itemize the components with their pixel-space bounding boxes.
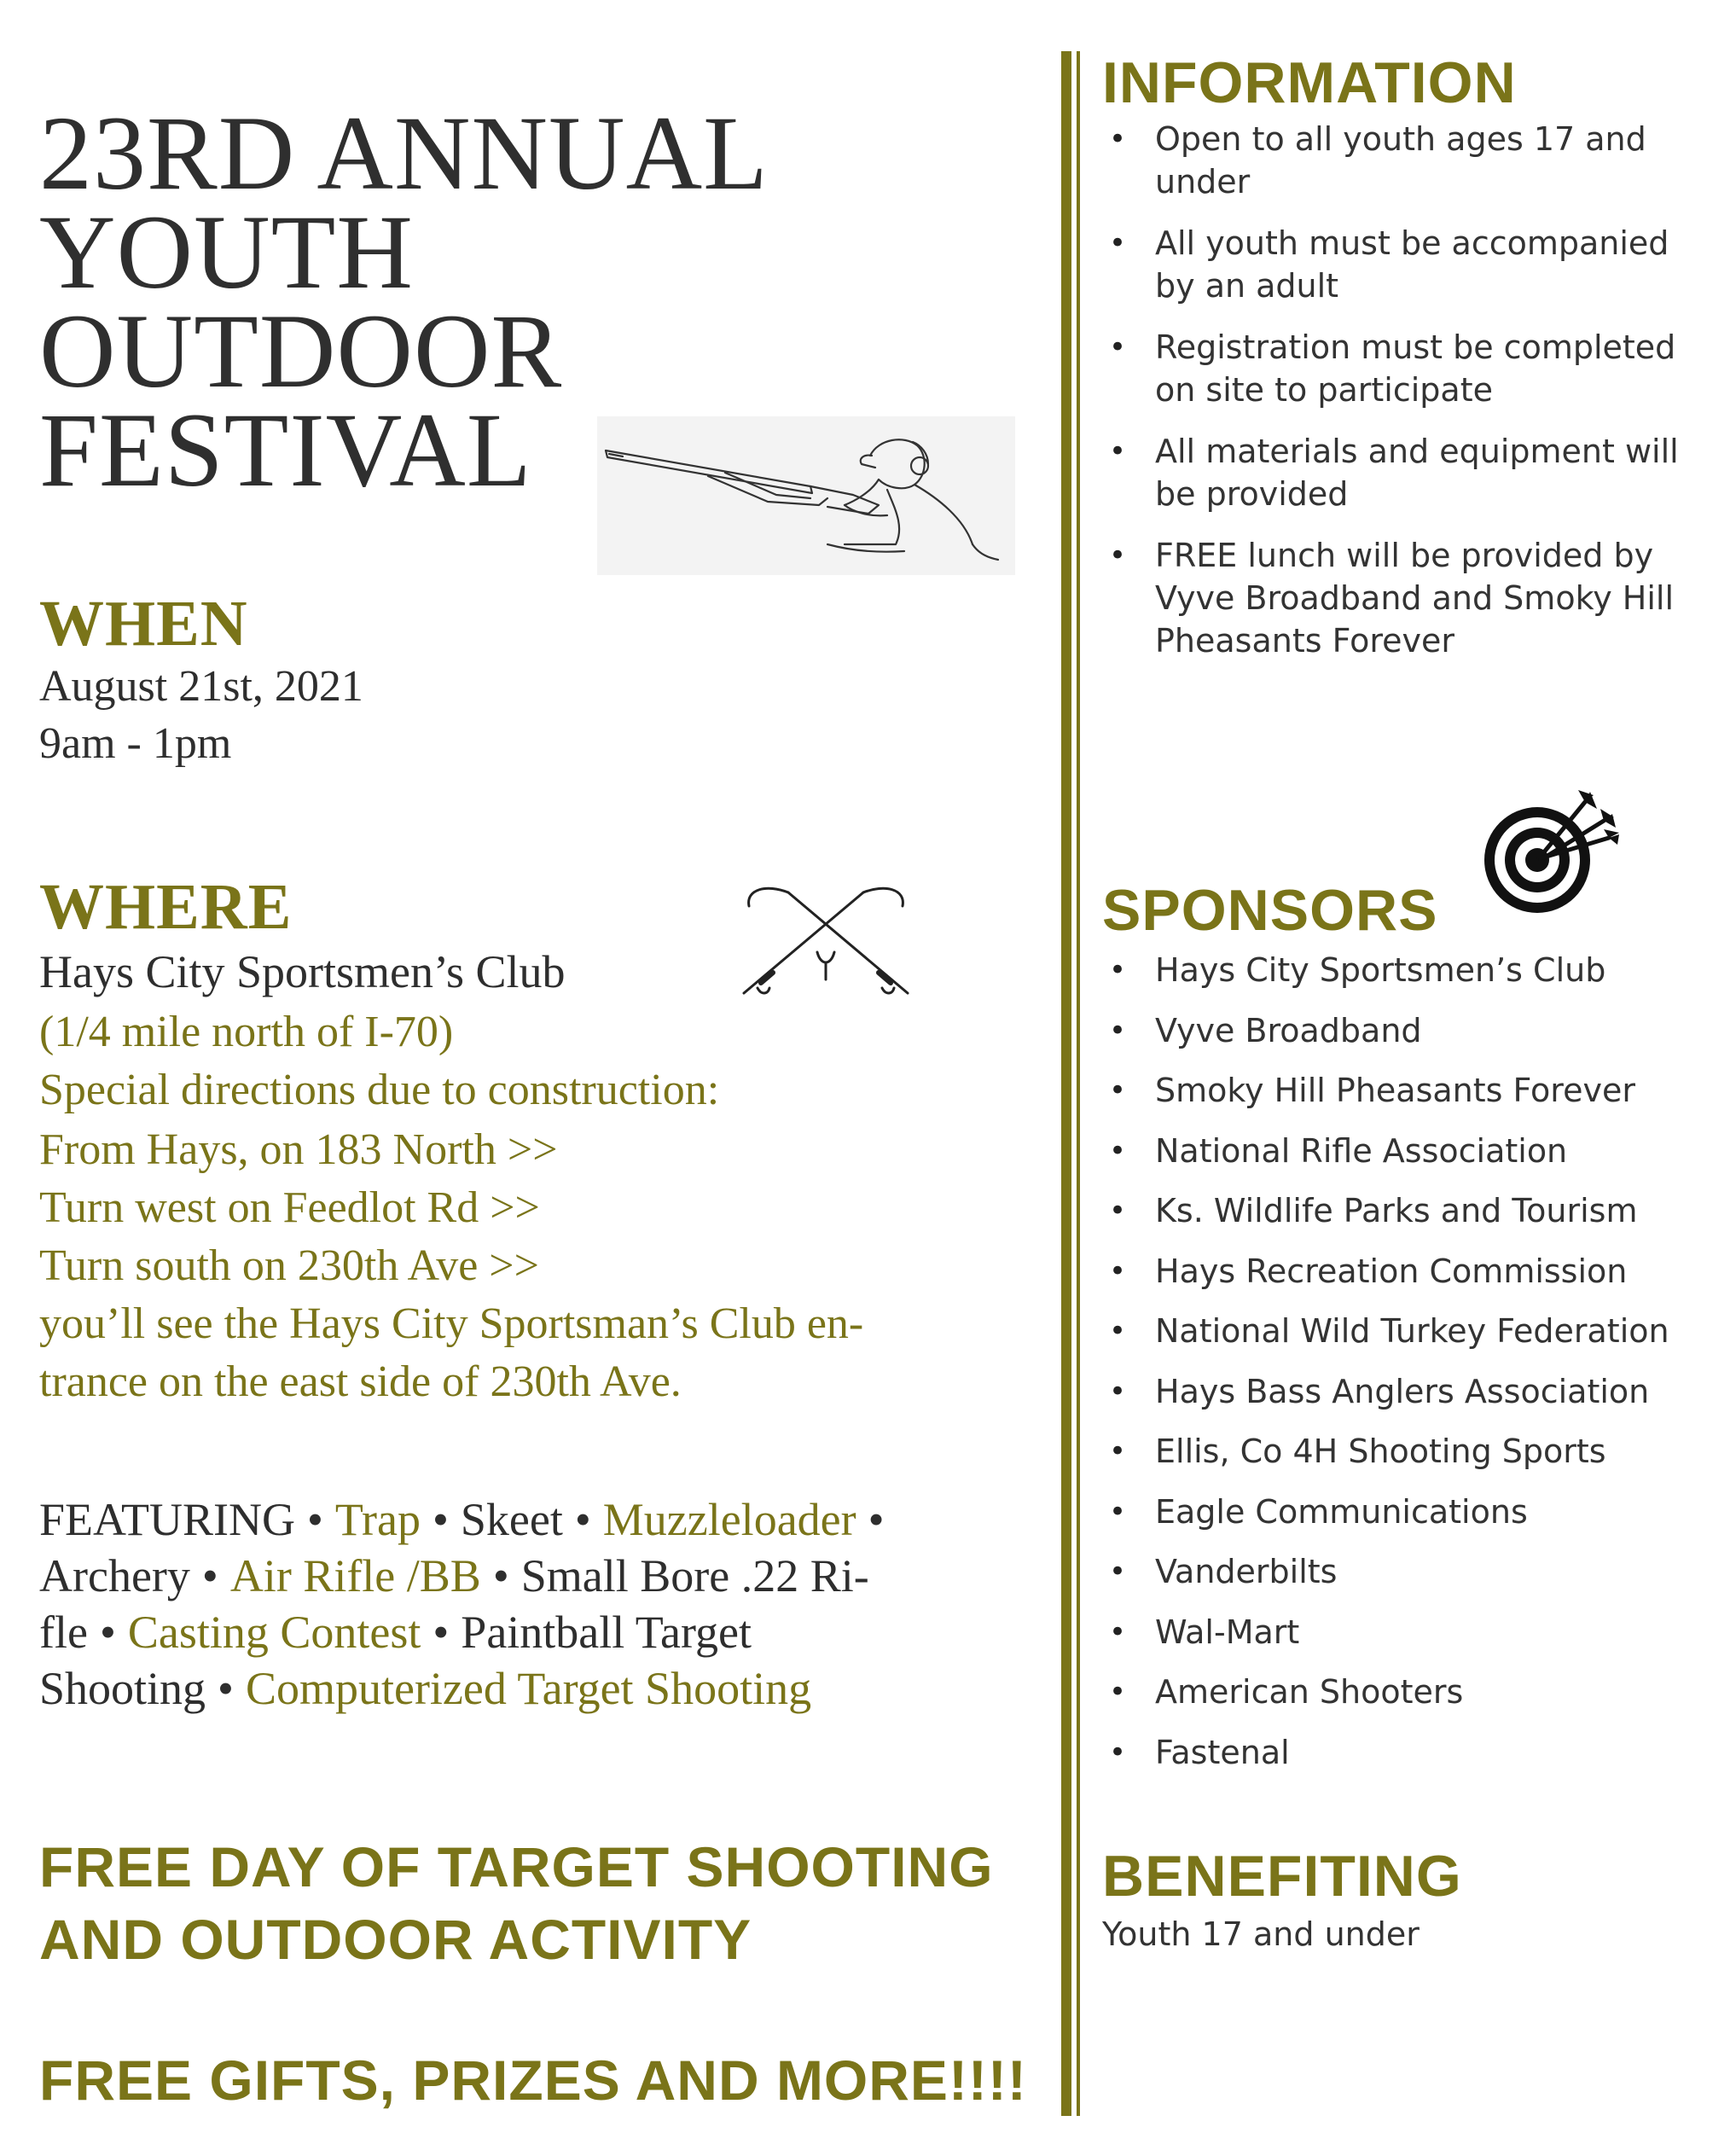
- list-item: [1102, 1430, 1716, 1491]
- sponsor-name: Fastenal: [1155, 1733, 1290, 1771]
- sponsor-name: National Rifle Association: [1155, 1131, 1568, 1170]
- bullet: •: [1109, 1253, 1127, 1288]
- bullet: •: [1109, 1374, 1127, 1409]
- sponsor-name: Eagle Communications: [1155, 1492, 1528, 1531]
- column-divider: [1077, 51, 1080, 2116]
- event-date: August 21st, 2021: [39, 662, 363, 711]
- feature-item: Paintball Target: [461, 1607, 752, 1658]
- title-line: 23RD ANNUAL: [39, 95, 769, 212]
- direction-line: (1/4 mile north of I-70): [39, 1008, 454, 1056]
- sponsors-list: [1102, 949, 1716, 1791]
- bullet: •: [1109, 1073, 1127, 1107]
- list-item: [1102, 1069, 1716, 1130]
- list-item: [1102, 1189, 1716, 1250]
- title-line: YOUTH: [39, 194, 414, 311]
- list-item: [1102, 1009, 1716, 1070]
- bullet: •: [1109, 1133, 1127, 1168]
- information-list: [1102, 118, 1716, 681]
- when-heading: WHEN: [39, 588, 248, 660]
- separator: •: [99, 1607, 116, 1658]
- separator: •: [868, 1494, 885, 1545]
- separator: •: [433, 1607, 450, 1658]
- feature-item: Casting Contest: [127, 1607, 421, 1658]
- sponsors-heading: SPONSORS: [1102, 878, 1438, 943]
- feature-item: fle: [39, 1607, 88, 1658]
- bullet: •: [1109, 330, 1127, 364]
- separator: •: [574, 1494, 591, 1545]
- list-item: [1102, 1491, 1716, 1551]
- benefiting-heading: BENEFITING: [1102, 1844, 1462, 1909]
- list-item-text: All youth must be accompanied by an adult: [1155, 224, 1669, 305]
- direction-line: From Hays, on 183 North >>: [39, 1125, 558, 1174]
- list-item: [1102, 222, 1716, 307]
- promo-line: AND OUTDOOR ACTIVITY: [39, 1908, 752, 1971]
- feature-item: Muzzleloader: [602, 1494, 856, 1545]
- direction-line: trance on the east side of 230th Ave.: [39, 1357, 682, 1406]
- feature-item: Small Bore .22 Ri-: [520, 1550, 869, 1601]
- shooter-illustration: [597, 416, 1015, 575]
- sponsor-name: Hays Recreation Commission: [1155, 1252, 1628, 1290]
- bullet: •: [1109, 1194, 1127, 1228]
- feature-item: Computerized Target Shooting: [245, 1663, 812, 1714]
- title-line: OUTDOOR: [39, 293, 563, 410]
- promo-line: FREE GIFTS, PRIZES AND MORE!!!!: [39, 2049, 1027, 2112]
- column-divider: [1061, 51, 1071, 2116]
- bullet: •: [1109, 226, 1127, 260]
- separator: •: [218, 1663, 234, 1714]
- bullet: •: [1109, 538, 1127, 572]
- sponsor-name: Vyve Broadband: [1155, 1011, 1422, 1049]
- bullet: •: [1109, 1614, 1127, 1649]
- bullet: •: [1109, 1555, 1127, 1589]
- feature-item: Archery: [39, 1550, 190, 1601]
- sponsor-name: Ks. Wildlife Parks and Tourism: [1155, 1192, 1638, 1229]
- benefiting-text: Youth 17 and under: [1102, 1915, 1420, 1953]
- list-item: [1102, 326, 1716, 411]
- venue-name: Hays City Sportsmen’s Club: [39, 946, 566, 997]
- bullet: •: [1109, 1735, 1127, 1770]
- target-with-arrows-icon: [1476, 783, 1621, 920]
- direction-line: Turn south on 230th Ave >>: [39, 1241, 539, 1290]
- sponsor-name: National Wild Turkey Federation: [1155, 1312, 1669, 1350]
- feature-item: Air Rifle /BB: [229, 1550, 481, 1601]
- list-item-text: All materials and equipment will be provided: [1155, 433, 1679, 513]
- bullet: •: [1109, 1434, 1127, 1468]
- bullet: •: [1109, 953, 1127, 987]
- separator: •: [307, 1494, 323, 1545]
- direction-line: you’ll see the Hays City Sportsman’s Club en-: [39, 1299, 864, 1348]
- separator: •: [432, 1494, 449, 1545]
- feature-item: Skeet: [460, 1494, 563, 1545]
- bullet: •: [1109, 434, 1127, 468]
- promo-line: FREE DAY OF TARGET SHOOTING: [39, 1835, 994, 1898]
- list-item: [1102, 534, 1716, 662]
- sponsor-name: Hays Bass Anglers Association: [1155, 1372, 1650, 1410]
- bullet: •: [1109, 122, 1127, 156]
- separator: •: [201, 1550, 218, 1601]
- list-item: [1102, 430, 1716, 515]
- sponsor-name: Hays City Sportsmen’s Club: [1155, 951, 1606, 989]
- title-line: FESTIVAL: [39, 392, 532, 509]
- sponsor-name: Vanderbilts: [1155, 1553, 1338, 1590]
- direction-line: Turn west on Feedlot Rd >>: [39, 1183, 540, 1232]
- information-heading: INFORMATION: [1102, 50, 1517, 115]
- list-item: [1102, 1130, 1716, 1190]
- bullet: •: [1109, 1314, 1127, 1348]
- bullet: •: [1109, 1675, 1127, 1709]
- crossed-fishing-rods-icon: [735, 884, 916, 1000]
- featuring-paragraph: [39, 1491, 1054, 1717]
- list-item: [1102, 1310, 1716, 1370]
- separator: •: [492, 1550, 509, 1601]
- list-item: [1102, 1370, 1716, 1431]
- list-item: [1102, 1611, 1716, 1671]
- bullet: •: [1109, 1013, 1127, 1048]
- direction-line: Special directions due to construction:: [39, 1066, 720, 1114]
- list-item-text: FREE lunch will be provided by Vyve Broadband and Smoky Hill Pheasants Forever: [1155, 537, 1675, 660]
- list-item: [1102, 1250, 1716, 1311]
- list-item: [1102, 1731, 1716, 1792]
- feature-item: Trap: [334, 1494, 421, 1545]
- featuring-label: FEATURING: [39, 1494, 296, 1545]
- event-time: 9am - 1pm: [39, 719, 232, 768]
- list-item-text: Registration must be completed on site to participate: [1155, 328, 1676, 409]
- sponsor-name: American Shooters: [1155, 1673, 1464, 1711]
- list-item: [1102, 1550, 1716, 1611]
- bullet: •: [1109, 1494, 1127, 1529]
- feature-item: Shooting: [39, 1663, 206, 1714]
- sponsor-name: Smoky Hill Pheasants Forever: [1155, 1072, 1635, 1109]
- list-item: [1102, 949, 1716, 1009]
- list-item: [1102, 1671, 1716, 1731]
- sponsor-name: Ellis, Co 4H Shooting Sports: [1155, 1433, 1606, 1470]
- list-item: [1102, 118, 1716, 203]
- where-heading: WHERE: [39, 871, 293, 943]
- list-item-text: Open to all youth ages 17 and under: [1155, 120, 1646, 201]
- sponsor-name: Wal-Mart: [1155, 1613, 1300, 1651]
